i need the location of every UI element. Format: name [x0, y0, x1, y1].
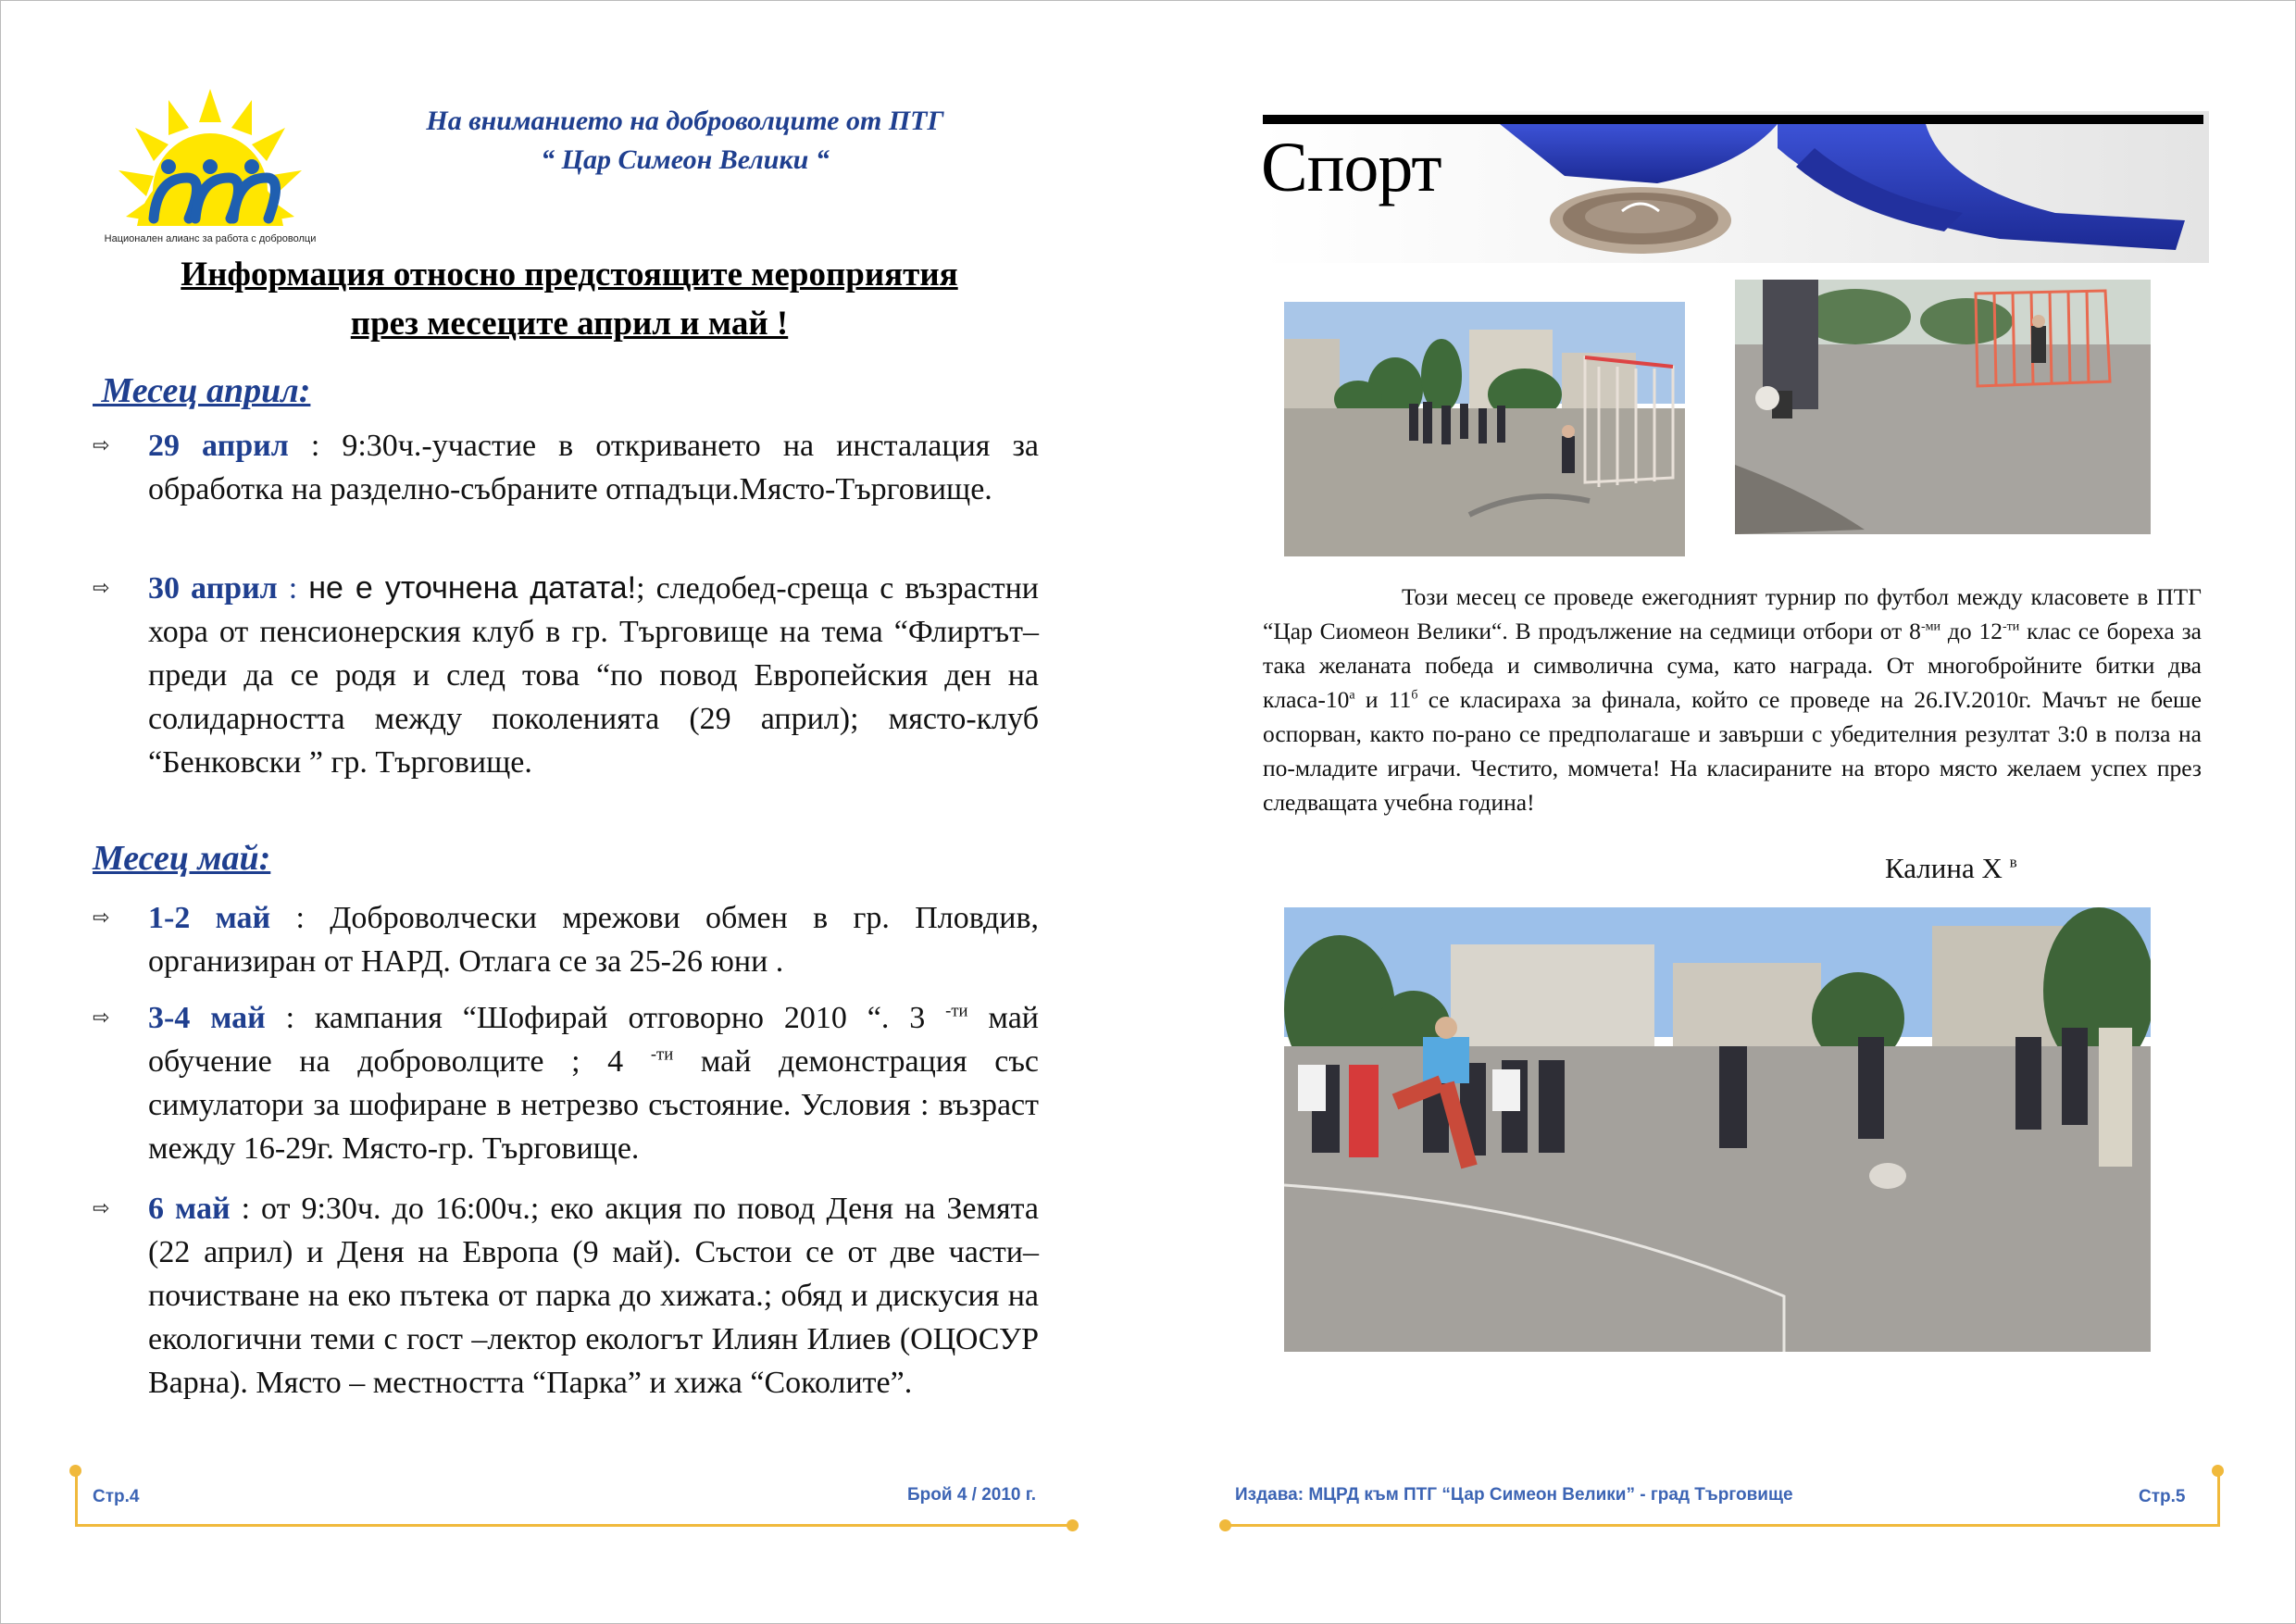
football-photo-3 — [1284, 907, 2151, 1352]
event-description: : 9:30ч.-участие в откриването на инсталация за обработка на разделно-събраните отпадъци.Място-Търговище. — [148, 429, 1039, 506]
article-author — [1885, 852, 2017, 885]
football-photo-2 — [1735, 280, 2151, 534]
list-item — [93, 896, 1039, 983]
april-heading: Месец април: — [93, 371, 311, 410]
may-heading: Месец май: — [93, 839, 271, 878]
article-paragraph: до 12 — [1940, 618, 2003, 644]
event-date: 29 април — [148, 429, 289, 463]
header-line-1: На вниманието на доброволците от ПТГ — [426, 106, 944, 136]
list-item — [93, 1187, 1039, 1405]
arrow-bullet-icon: ⇨ — [93, 906, 110, 930]
article-paragraph: се класираха за финала, който се проведе на 26.IV.2010г. Мачът не беше оспорван, както по-рано се предполагаше и завърши с убедителния резултат 3:0 в полза на по-младите играчи. Честито, момчета! На класираните на второ място желаем успех през следващата учебна година! — [1263, 686, 2202, 816]
event-description: ; следобед-среща с възрастни хора от пенсионерския клуб в гр. Търговище на тема “Флиртът– преди да се родя и след това “по повод Европейския ден на солидарността между поколенията (29 април); място-клуб “Бенковски ” гр. Търговище. — [148, 571, 1039, 780]
event-date: 3-4 май — [148, 1001, 266, 1035]
event-description: май обучение на доброволците ; 4 — [148, 1001, 1039, 1079]
list-item-text — [148, 1187, 1039, 1405]
ordinal-suffix: а — [1349, 688, 1355, 703]
football-photo-1 — [1284, 302, 1685, 556]
list-item — [93, 424, 1039, 511]
event-description: : кампания “Шофирай отговорно 2010 “. 3 — [265, 1001, 946, 1035]
footer-page-number: Стр.4 — [93, 1487, 140, 1506]
ordinal-suffix: -ти — [2002, 619, 2020, 634]
list-item-text — [148, 896, 1039, 983]
author-name: Калина Х — [1885, 852, 2003, 884]
footer-divider — [2217, 1470, 2220, 1526]
ordinal-suffix: -ти — [945, 1001, 968, 1021]
author-class: в — [2009, 853, 2017, 871]
arrow-bullet-icon: ⇨ — [93, 434, 110, 457]
event-date: 1-2 май — [148, 901, 271, 935]
list-item-text — [148, 567, 1039, 784]
list-item — [93, 567, 1039, 784]
event-separator: : — [277, 571, 309, 606]
headline-line-1: Информация относно предстоящите мероприятия — [181, 256, 958, 294]
arrow-bullet-icon: ⇨ — [93, 1197, 110, 1220]
ordinal-suffix: -ми — [1920, 619, 1940, 634]
list-item-text — [148, 996, 1039, 1170]
footer-divider — [75, 1470, 78, 1526]
event-date: 6 май — [148, 1192, 231, 1226]
event-description: май демонстрация със симулатори за шофиране в нетрезво състояние. Условия : възраст между 16-29г. Място-гр. Търговище. — [148, 1044, 1039, 1166]
ordinal-suffix: б — [1411, 688, 1418, 703]
event-highlight: не е уточнена датата! — [308, 570, 637, 606]
arrow-bullet-icon: ⇨ — [93, 577, 110, 600]
ordinal-suffix: -ти — [650, 1044, 674, 1065]
article-text — [1263, 580, 2202, 819]
arrow-bullet-icon: ⇨ — [93, 1006, 110, 1030]
list-item-text — [148, 424, 1039, 511]
footer-page-number: Стр.5 — [2139, 1487, 2186, 1506]
footer-dot — [2212, 1465, 2224, 1477]
header-line-2: “ Цар Симеон Велики “ — [541, 144, 830, 175]
article-paragraph: и 11 — [1354, 686, 1412, 713]
footer-issue: Брой 4 / 2010 г. — [907, 1485, 1037, 1505]
list-item — [93, 996, 1039, 1170]
article-paragraph: Този месец се проведе ежегодният турнир по футбол между класовете в ПТГ “Цар Сиомеон Велики“. В продължение на седмици отбори от 8 — [1263, 583, 2202, 644]
sun-people-logo-icon — [89, 87, 331, 250]
event-description: : Доброволчески мрежови обмен в гр. Пловдив, организиран от НАРД. Отлага се за 25-26 юни . — [148, 901, 1039, 979]
event-description: : от 9:30ч. до 16:00ч.; еко акция по повод Деня на Земята (22 април) и Деня на Европа (9 май). Състои се от две части– почистване на еко пътека от парка до хижата.; обяд и дискусия на екологични теми с гост –лектор екологът Илиян Илиев (ОЦОСУР Варна). Място – местността “Парка” и хижа “Соколите”. — [148, 1192, 1039, 1400]
logo-caption: Национален алианс за работа с доброволци — [104, 233, 317, 244]
footer-dot — [1067, 1519, 1079, 1531]
article-paragraph: клас се бореха за така желаната победа и символична сума, като награда. От многобройните битки два класа-10 — [1263, 618, 2202, 713]
footer-publisher: Издава: МЦРД към ПТГ “Цар Симеон Велики” - град Търговище — [1235, 1485, 1793, 1505]
headline-line-2: през месеците април и май ! — [350, 305, 789, 343]
footer-divider — [1226, 1524, 2220, 1527]
section-title: Спорт — [1261, 129, 1441, 206]
footer-divider — [75, 1524, 1073, 1527]
event-date: 30 април — [148, 571, 278, 606]
